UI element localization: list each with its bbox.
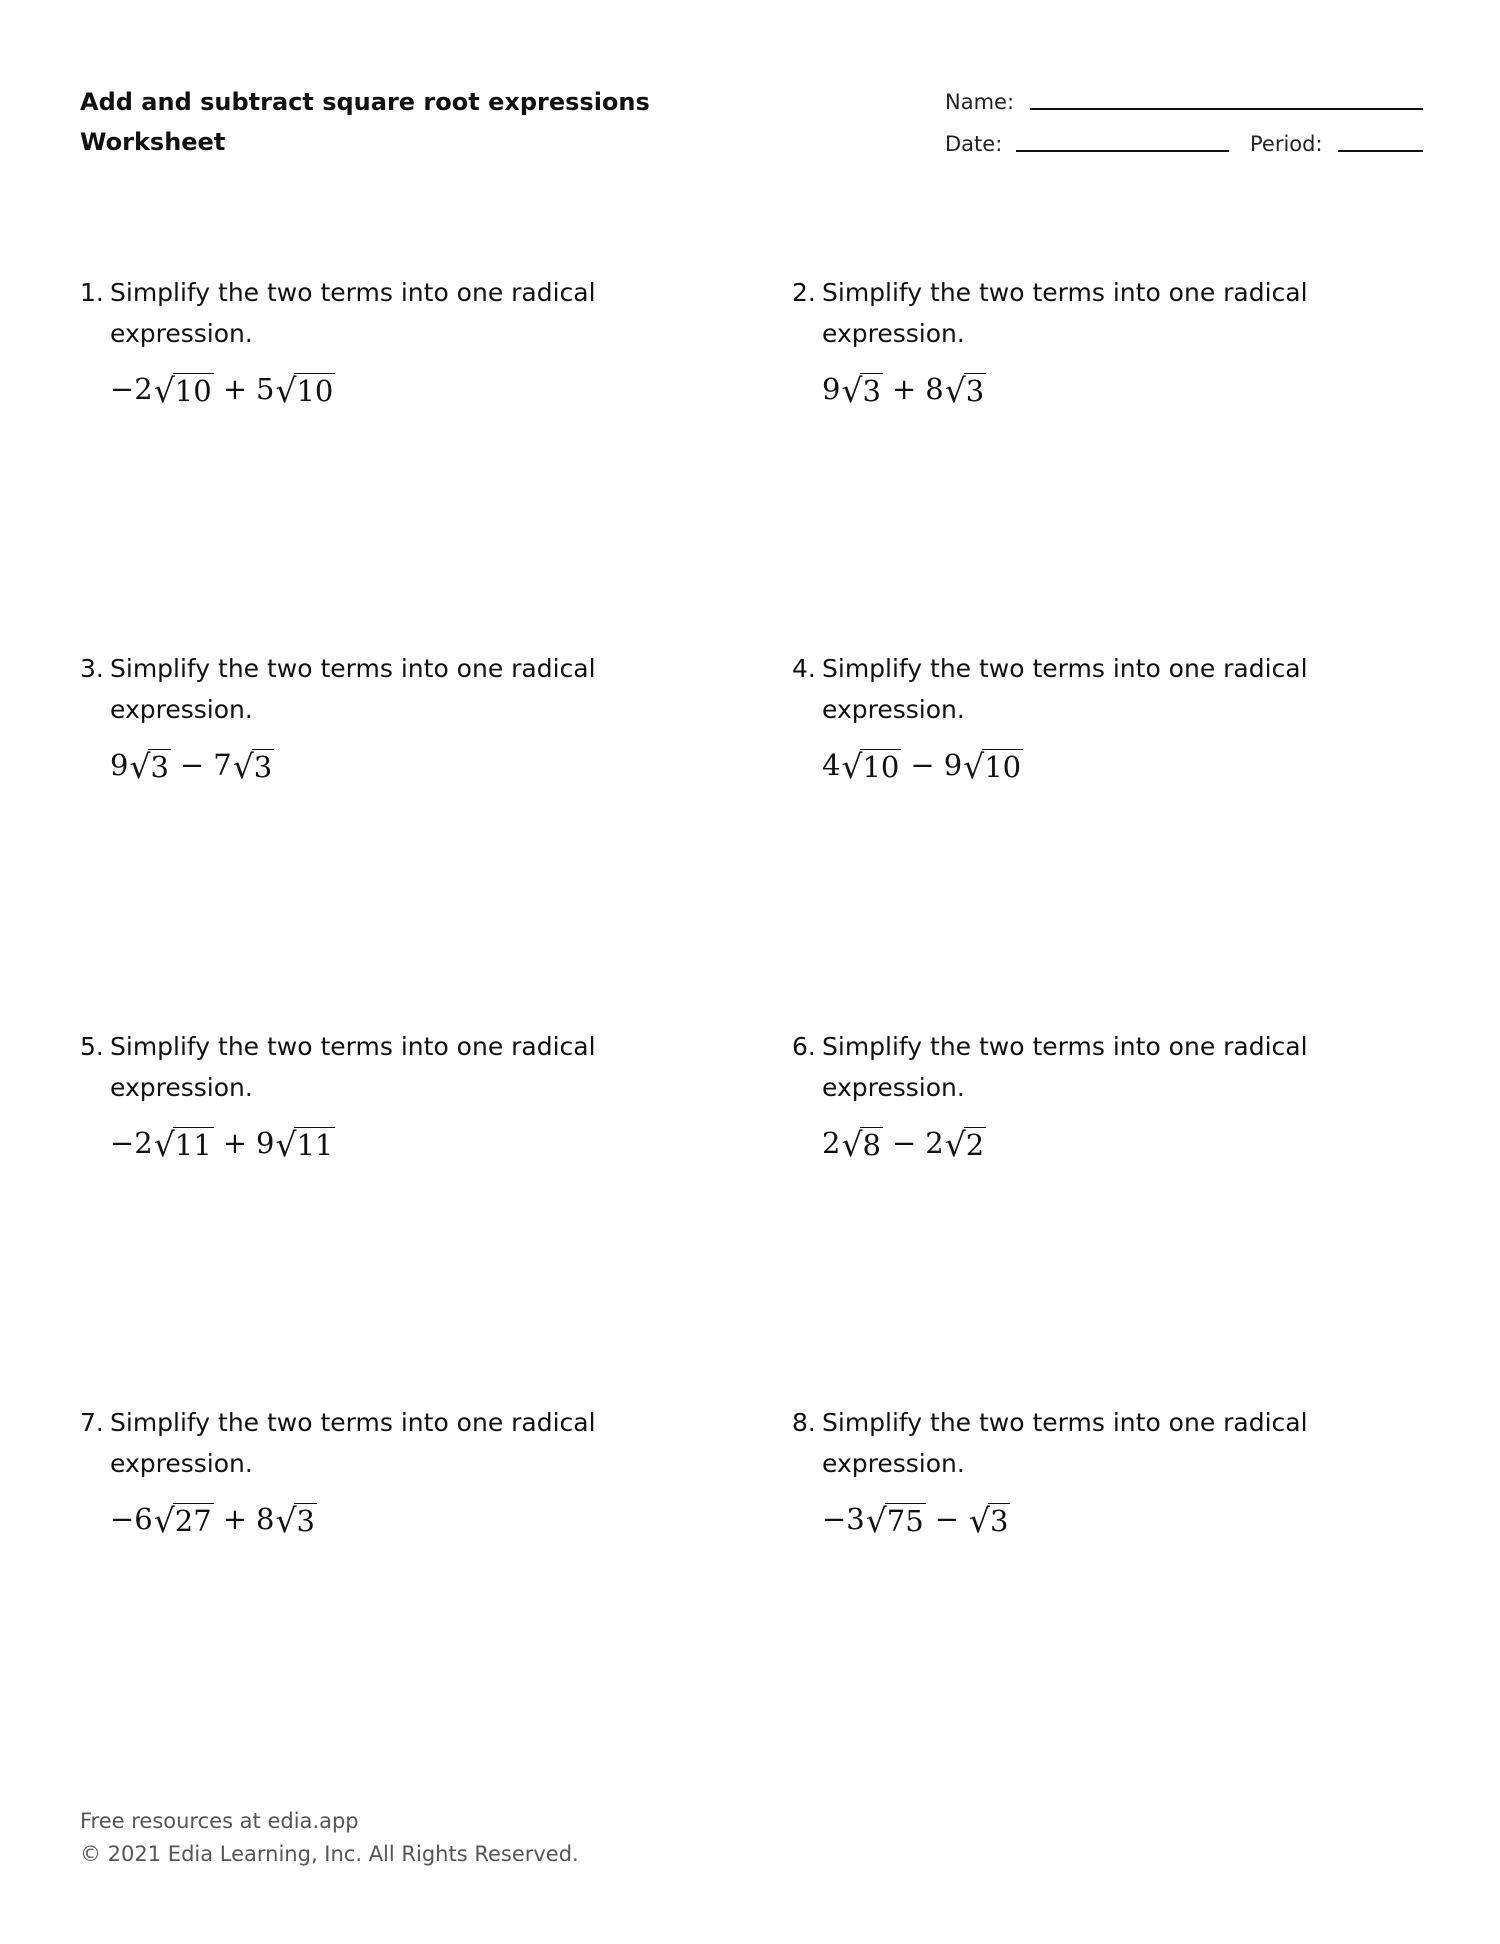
square-root xyxy=(275,1501,316,1540)
square-root xyxy=(153,1501,214,1540)
radicand: 11 xyxy=(174,1128,212,1162)
period-label: Period: xyxy=(1250,132,1323,156)
problem-prompt: Simplify the two terms into one radical expression. xyxy=(110,278,596,348)
problem-number: 6. xyxy=(792,1032,816,1061)
radical-expression xyxy=(110,364,640,410)
radical-expression xyxy=(110,1494,640,1540)
coefficient: 2 xyxy=(925,1126,944,1160)
problem-4 xyxy=(792,648,1352,786)
radical-sign-icon: √ xyxy=(275,1501,297,1540)
radical-sign-icon: √ xyxy=(153,1125,175,1164)
radicand: 10 xyxy=(984,750,1022,784)
radicand: 3 xyxy=(965,374,985,408)
radicand: 8 xyxy=(862,1128,881,1162)
coefficient: −3 xyxy=(822,1502,865,1536)
operator: − xyxy=(891,1126,917,1160)
radicand: 75 xyxy=(886,1504,924,1538)
problem-prompt: Simplify the two terms into one radical expression. xyxy=(822,278,1308,348)
square-root xyxy=(944,371,986,410)
footer-copyright: © 2021 Edia Learning, Inc. All Rights Reserved. xyxy=(80,1842,579,1866)
problem-2 xyxy=(792,272,1352,410)
problem-8 xyxy=(792,1402,1352,1540)
coefficient: 9 xyxy=(822,372,841,406)
problem-prompt: Simplify the two terms into one radical expression. xyxy=(110,1408,596,1478)
square-root xyxy=(275,371,335,410)
radicand: 2 xyxy=(965,1128,985,1162)
title-line-1: Add and subtract square root expressions xyxy=(80,88,650,116)
date-field[interactable] xyxy=(1016,150,1229,152)
radical-sign-icon: √ xyxy=(232,747,254,786)
radical-sign-icon: √ xyxy=(275,371,297,410)
radicand: 3 xyxy=(150,750,169,784)
coefficient: 2 xyxy=(822,1126,841,1160)
problem-1 xyxy=(80,272,640,410)
worksheet-title xyxy=(80,82,650,162)
radical-expression xyxy=(822,1494,1352,1540)
problem-number: 4. xyxy=(792,654,816,683)
coefficient: −6 xyxy=(110,1502,153,1536)
square-root xyxy=(232,747,274,786)
problem-number: 1. xyxy=(80,278,104,307)
radical-sign-icon: √ xyxy=(969,1501,991,1540)
student-info-fields xyxy=(945,86,1425,170)
radical-sign-icon: √ xyxy=(275,1125,297,1164)
square-root xyxy=(963,747,1023,786)
operator: − xyxy=(179,748,205,782)
square-root xyxy=(129,747,170,786)
radical-expression xyxy=(822,364,1352,410)
coefficient: −2 xyxy=(110,1126,153,1160)
coefficient: −2 xyxy=(110,372,153,406)
period-field[interactable] xyxy=(1338,150,1423,152)
coefficient: 5 xyxy=(256,372,275,406)
problem-6 xyxy=(792,1026,1352,1164)
coefficient: 9 xyxy=(110,748,129,782)
footer xyxy=(80,1805,579,1871)
name-field[interactable] xyxy=(1030,108,1423,110)
radicand: 3 xyxy=(253,750,273,784)
problem-prompt: Simplify the two terms into one radical expression. xyxy=(822,1032,1308,1102)
radical-sign-icon: √ xyxy=(865,1501,887,1540)
radical-sign-icon: √ xyxy=(841,747,863,786)
problem-number: 8. xyxy=(792,1408,816,1437)
radical-sign-icon: √ xyxy=(944,1125,966,1164)
problem-prompt: Simplify the two terms into one radical expression. xyxy=(110,1032,596,1102)
radical-sign-icon: √ xyxy=(944,371,966,410)
radicand: 10 xyxy=(862,750,900,784)
problem-prompt: Simplify the two terms into one radical expression. xyxy=(110,654,596,724)
coefficient: 8 xyxy=(925,372,944,406)
operator: − xyxy=(934,1502,959,1536)
radical-expression xyxy=(110,740,640,786)
operator: − xyxy=(910,748,935,782)
operator: + xyxy=(891,372,917,406)
square-root xyxy=(865,1501,926,1540)
problem-prompt: Simplify the two terms into one radical expression. xyxy=(822,654,1308,724)
problem-number: 2. xyxy=(792,278,816,307)
radical-expression xyxy=(822,1118,1352,1164)
problem-7 xyxy=(80,1402,640,1540)
square-root xyxy=(841,371,882,410)
problem-number: 7. xyxy=(80,1408,104,1437)
operator: + xyxy=(222,1502,247,1536)
radical-sign-icon: √ xyxy=(153,371,175,410)
name-label: Name: xyxy=(945,90,1015,114)
square-root xyxy=(944,1125,986,1164)
operator: + xyxy=(222,1126,247,1160)
title-line-2: Worksheet xyxy=(80,128,226,156)
radicand: 10 xyxy=(174,374,212,408)
date-label: Date: xyxy=(945,132,1003,156)
problem-prompt: Simplify the two terms into one radical expression. xyxy=(822,1408,1308,1478)
square-root xyxy=(275,1125,335,1164)
problem-5 xyxy=(80,1026,640,1164)
coefficient: 9 xyxy=(943,748,963,782)
radical-sign-icon: √ xyxy=(841,371,863,410)
problem-number: 5. xyxy=(80,1032,104,1061)
footer-resources: Free resources at edia.app xyxy=(80,1809,359,1833)
coefficient: 8 xyxy=(256,1502,275,1536)
radicand: 3 xyxy=(862,374,881,408)
square-root xyxy=(969,1501,1010,1540)
name-row xyxy=(945,86,1425,128)
square-root xyxy=(841,1125,882,1164)
radicand: 3 xyxy=(990,1504,1009,1538)
date-period-row xyxy=(945,128,1425,170)
square-root xyxy=(153,371,214,410)
problem-3 xyxy=(80,648,640,786)
coefficient: 9 xyxy=(256,1126,275,1160)
radicand: 11 xyxy=(296,1128,334,1162)
coefficient: 4 xyxy=(822,748,841,782)
problem-number: 3. xyxy=(80,654,104,683)
coefficient: 7 xyxy=(213,748,232,782)
square-root xyxy=(841,747,901,786)
radicand: 27 xyxy=(174,1504,212,1538)
radicand: 10 xyxy=(296,374,334,408)
operator: + xyxy=(222,372,247,406)
radical-expression xyxy=(822,740,1352,786)
radical-sign-icon: √ xyxy=(963,747,985,786)
radical-expression xyxy=(110,1118,640,1164)
radical-sign-icon: √ xyxy=(841,1125,863,1164)
radical-sign-icon: √ xyxy=(153,1501,175,1540)
square-root xyxy=(153,1125,214,1164)
radical-sign-icon: √ xyxy=(129,747,151,786)
radicand: 3 xyxy=(296,1504,315,1538)
